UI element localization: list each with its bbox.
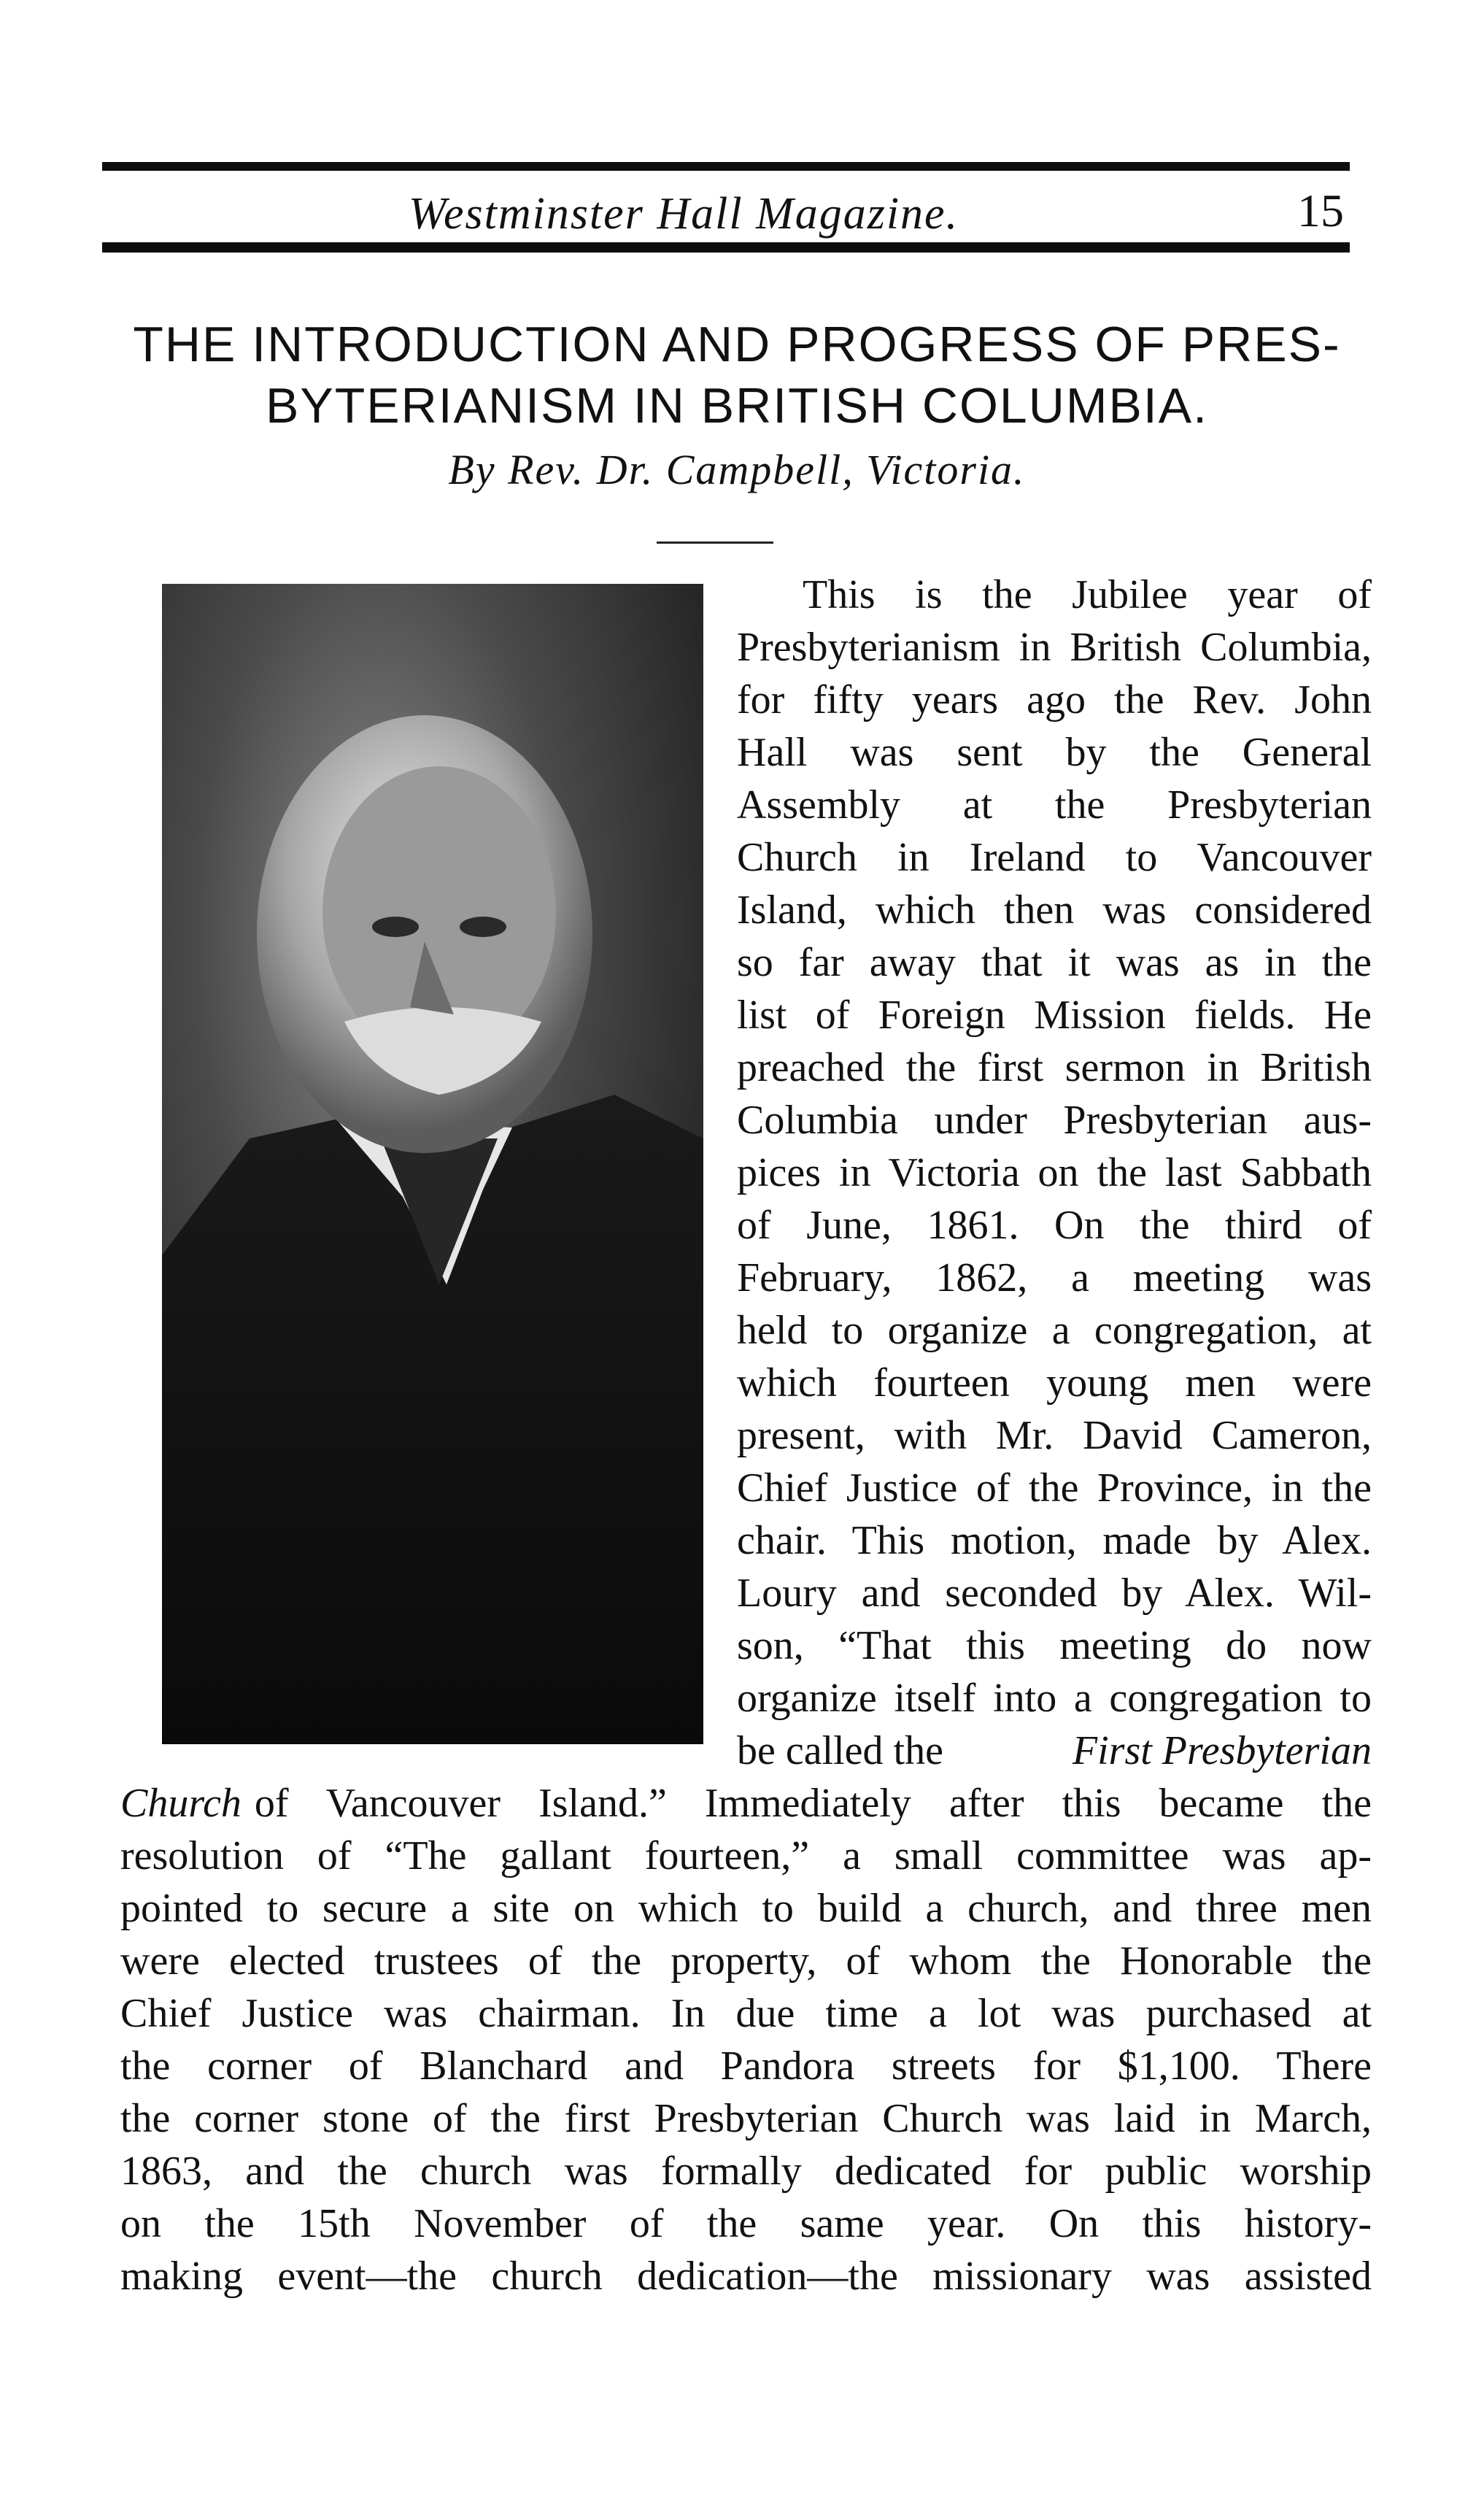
article-byline: By Rev. Dr. Campbell, Victoria. — [448, 446, 1026, 493]
text-line-6: Church in Ireland to Vancouver — [737, 835, 1372, 880]
text-line-27: were elected trustees of the property, of whom the Honorable the — [120, 1938, 1372, 1984]
text-line-4: Hall was sent by the General — [737, 730, 1372, 775]
portrait-photo — [162, 584, 703, 1744]
article-title-line-2: BYTERIANISM IN BRITISH COLUMBIA. — [266, 378, 1208, 433]
text-line-18: Chief Justice of the Province, in the — [737, 1465, 1372, 1511]
text-line-19: chair. This motion, made by Alex. — [737, 1518, 1372, 1563]
text-line-12: pices in Victoria on the last Sabbath — [737, 1150, 1372, 1195]
title-divider — [657, 542, 773, 544]
text-line-14: February, 1862, a meeting was — [737, 1255, 1372, 1300]
text-line-13: of June, 1861. On the third of — [737, 1203, 1372, 1248]
text-line-24-roman: of Vancouver Island.” Immediately after this became the — [254, 1781, 1372, 1826]
text-line-20: Loury and seconded by Alex. Wil- — [737, 1571, 1372, 1616]
text-line-7: Island, which then was considered — [737, 887, 1372, 933]
text-line-2: Presbyterianism in British Columbia, — [737, 625, 1372, 670]
text-line-23 — [737, 1725, 1372, 1776]
text-line-25: resolution of “The gallant fourteen,” a small committee was ap- — [120, 1833, 1372, 1878]
text-line-17: present, with Mr. David Cameron, — [737, 1413, 1372, 1458]
text-line-11: Columbia under Presbyterian aus- — [737, 1098, 1372, 1143]
text-line-26: pointed to secure a site on which to build a church, and three men — [120, 1886, 1372, 1931]
text-line-29: the corner of Blanchard and Pandora streets for $1,100. There — [120, 2043, 1372, 2089]
text-line-1: This is the Jubilee year of — [803, 572, 1372, 617]
text-line-5: Assembly at the Presbyterian — [737, 782, 1372, 828]
text-line-23-roman: be called the — [737, 1728, 943, 1773]
text-line-22: organize itself into a congregation to — [737, 1676, 1372, 1721]
text-line-10: preached the first sermon in British — [737, 1045, 1372, 1090]
text-line-9: list of Foreign Mission fields. He — [737, 993, 1372, 1038]
text-line-30: the corner stone of the first Presbyterian Church was laid in March, — [120, 2096, 1372, 2141]
running-title: Westminster Hall Magazine. — [409, 189, 959, 239]
text-line-21: son, “That this meeting do now — [737, 1623, 1372, 1668]
text-line-32: on the 15th November of the same year. On this history- — [120, 2201, 1372, 2246]
article-title — [102, 314, 1372, 436]
article-title-line-1: THE INTRODUCTION AND PROGRESS OF PRES- — [133, 317, 1341, 372]
text-line-31: 1863, and the church was formally dedicated for public worship — [120, 2149, 1372, 2194]
header-top-rule — [102, 162, 1350, 171]
text-line-3: for fifty years ago the Rev. John — [737, 677, 1372, 722]
header-bottom-rule — [102, 242, 1350, 253]
text-line-33: making event—the church dedication—the missionary was assisted — [120, 2254, 1372, 2299]
text-line-24-italic: Church — [120, 1781, 241, 1826]
text-line-24 — [120, 1778, 1372, 1829]
text-line-15: held to organize a congregation, at — [737, 1308, 1372, 1353]
page-number: 15 — [1297, 185, 1344, 236]
text-line-16: which fourteen young men were — [737, 1360, 1372, 1406]
text-line-28: Chief Justice was chairman. In due time a lot was purchased at — [120, 1991, 1372, 2036]
text-line-8: so far away that it was as in the — [737, 940, 1372, 985]
text-line-23-italic: First Presbyterian — [1072, 1728, 1372, 1773]
